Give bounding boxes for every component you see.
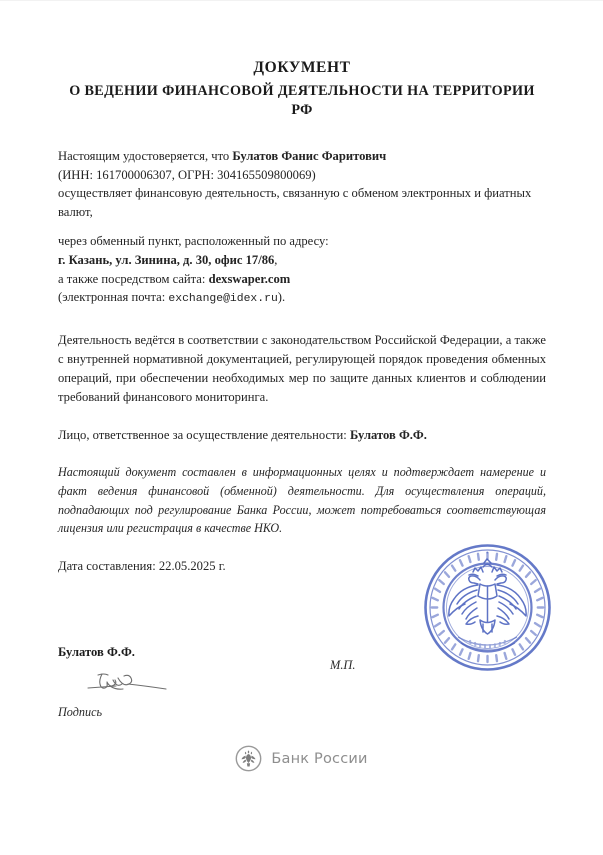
- official-seal: [420, 540, 555, 675]
- email-prefix-text: (электронная почта:: [58, 290, 166, 305]
- email-line: [58, 288, 546, 309]
- person-name: Булатов Фанис Фаритович: [232, 149, 387, 163]
- eagle-emblem: [449, 559, 526, 634]
- signer-name: Булатов Ф.Ф.: [58, 645, 135, 659]
- stamp-place-abbr: М.П.: [330, 658, 356, 672]
- footer-label: Банк России: [271, 750, 368, 767]
- email-suffix-text: ).: [277, 290, 286, 305]
- responsible-person-label: Лицо, ответственное за осуществление деятельности:: [58, 427, 347, 442]
- address-line: [58, 251, 546, 270]
- website-url: dexswaper.com: [208, 271, 291, 286]
- date-value: 22.05.2025 г.: [158, 558, 226, 573]
- document-content: [58, 0, 546, 575]
- spacer: [58, 221, 546, 232]
- intro-lead-text: Настоящим удостоверяется, что: [58, 149, 230, 163]
- handwritten-signature: [80, 668, 210, 702]
- location-block: [58, 232, 546, 308]
- website-line: [58, 270, 546, 289]
- spacer: [58, 444, 546, 463]
- responsible-person-line: [58, 426, 546, 445]
- page-subtitle: О ВЕДЕНИИ ФИНАНСОВОЙ ДЕЯТЕЛЬНОСТИ НА ТЕРРИТОРИИ РФ: [69, 83, 535, 118]
- seal-banner: [458, 637, 517, 650]
- responsible-person-name: Булатов Ф.Ф.: [349, 427, 427, 442]
- document-title-block: [58, 0, 546, 120]
- date-label: Дата составления:: [58, 558, 156, 573]
- office-address: г. Казань, ул. Зинина, д. 30, офис 17/86: [58, 252, 275, 267]
- page-title: ДОКУМЕНТ: [253, 59, 351, 76]
- spacer: [58, 309, 546, 331]
- bank-of-russia-emblem-icon: [235, 745, 262, 772]
- spacer: [58, 407, 546, 426]
- signature-label: Подпись: [58, 705, 103, 719]
- activity-line: осуществляет финансовую деятельность, связанную с обменом электронных и фиатных валют,: [58, 186, 532, 219]
- email-address: exchange@idex.ru: [168, 293, 278, 306]
- registration-line: (ИНН: 161700006307, ОГРН: 304165509800069): [58, 167, 316, 182]
- website-lead-text: а также посредством сайта:: [58, 271, 206, 286]
- compliance-paragraph: Деятельность ведётся в соответствии с законодательством Российской Федерации, а также с внутренней нормативной документацией, регулирующей порядок проведения обменных операций, при обеспечении необходимых мер по защите данных клиентов и соблюдении требований финансового мониторинга.: [58, 332, 546, 404]
- footer: [0, 745, 603, 772]
- disclaimer-paragraph: Настоящий документ составлен в информационных целях и подтверждает намерение и факт ведения финансовой (обменной) деятельности. Для осуществления операций, подпадающих под регулирование Банка России, может потребоваться соответствующая лицензия или регистрация в качестве НКО.: [58, 465, 546, 536]
- intro-block: [58, 147, 546, 221]
- address-trailing-comma: ,: [274, 252, 278, 267]
- office-lead-line: через обменный пункт, расположенный по адресу:: [58, 234, 329, 249]
- intro-lead-line: [58, 147, 546, 166]
